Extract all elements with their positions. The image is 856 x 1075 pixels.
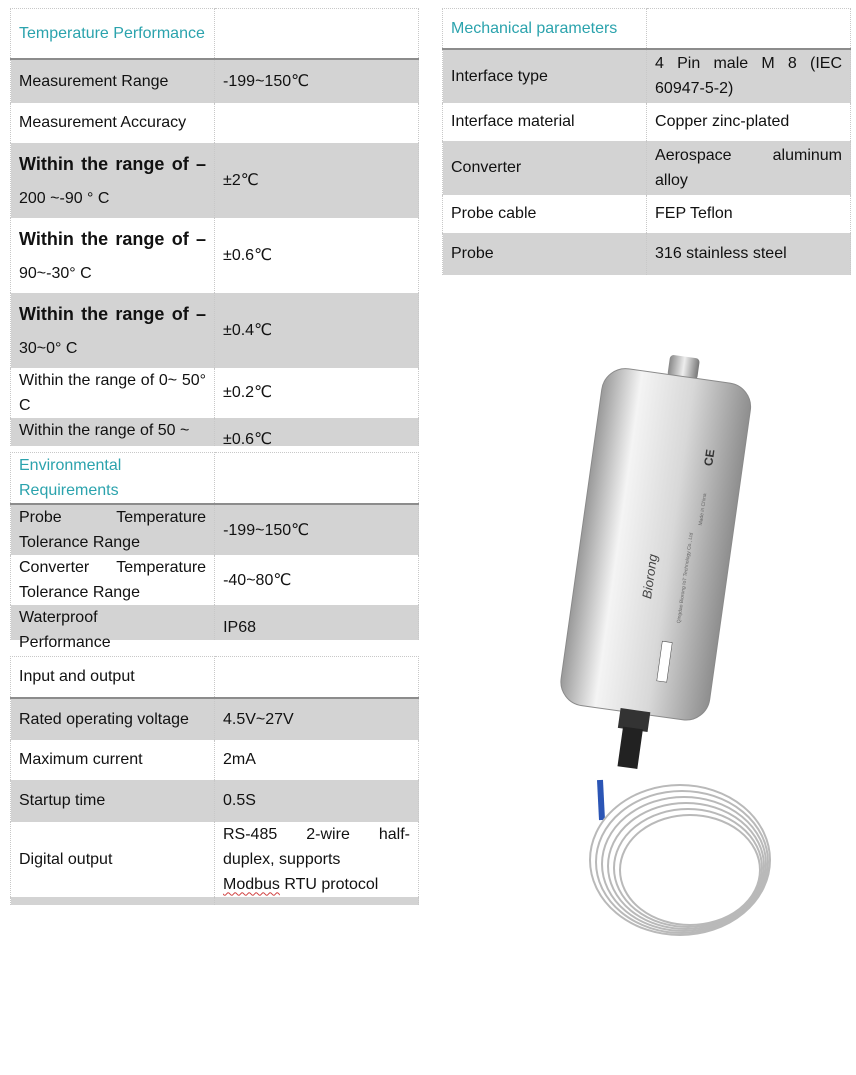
section-header: Temperature Performance (11, 9, 215, 59)
row-value: 4.5V~27V (214, 698, 418, 740)
row-value: Copper zinc-plated (647, 103, 851, 141)
table-row (11, 698, 419, 740)
row-value: -199~150℃ (215, 504, 419, 555)
table-row (11, 143, 419, 218)
table-row (11, 103, 419, 143)
row-label: Maximum current (11, 740, 215, 780)
table-row (11, 293, 419, 368)
table-row (11, 780, 419, 822)
section-header: Mechanical parameters (443, 9, 647, 49)
row-label: Converter (443, 141, 647, 195)
environmental-requirements-table (10, 452, 419, 651)
row-label: Waterproof Performance (11, 605, 215, 640)
row-value: -40~80℃ (215, 555, 419, 605)
row-label: Measurement Range (11, 59, 215, 103)
table-row (11, 605, 419, 640)
row-label: Interface type (443, 49, 647, 103)
row-label: Interface material (443, 103, 647, 141)
row-value: ±2℃ (215, 143, 419, 218)
row-label: Within the range of 0~ 50° C (11, 368, 215, 418)
temperature-performance-table (10, 8, 419, 446)
row-value: ±0.6℃ (215, 218, 419, 293)
row-value: RS-485 2-wire half-duplex, supports Modbus RTU protocol (214, 822, 418, 897)
table-row (443, 233, 851, 275)
table-row (443, 195, 851, 233)
section-header: Environmental Requirements (11, 453, 215, 505)
row-label: Within the range of 50 ~ (11, 418, 215, 446)
section-header: Input and output (11, 657, 215, 698)
row-label: Digital output (11, 822, 215, 897)
probe-cable-coil (590, 785, 770, 935)
svg-text:Made in China: Made in China (697, 493, 709, 526)
mechanical-parameters-table (442, 8, 851, 275)
row-value: 0.5S (214, 780, 418, 822)
row-label: Within the range of – 200 ~-90 ° C (11, 143, 215, 218)
row-value (215, 103, 419, 143)
table-row (11, 368, 419, 418)
row-value: 4 Pin male M 8 (IEC 60947-5-2) (647, 49, 851, 103)
brand-logo: Biorong (639, 553, 661, 600)
row-label: Measurement Accuracy (11, 103, 215, 143)
row-value: -199~150℃ (215, 59, 419, 103)
input-output-table (10, 656, 419, 905)
row-label: Converter Temperature Tolerance Range (11, 555, 215, 605)
table-row (11, 59, 419, 103)
table-row (11, 740, 419, 780)
ce-mark: CE (701, 448, 718, 467)
row-label: Probe (443, 233, 647, 275)
table-row (443, 49, 851, 103)
row-value: ±0.2℃ (215, 368, 419, 418)
table-row (443, 141, 851, 195)
table-row (11, 555, 419, 605)
row-value: ±0.6℃ (215, 418, 419, 446)
converter-body (550, 346, 756, 778)
row-value: Aerospace aluminum alloy (647, 141, 851, 195)
table-row (11, 218, 419, 293)
row-label: Probe Temperature Tolerance Range (11, 504, 215, 555)
table-row (11, 504, 419, 555)
row-label: Within the range of – 90~-30° C (11, 218, 215, 293)
svg-text:Qingdao Biorong IoT Technology: Qingdao Biorong IoT Technology Co., Ltd (676, 532, 695, 624)
row-label: Within the range of – 30~0° C (11, 293, 215, 368)
row-label: Probe cable (443, 195, 647, 233)
row-value: 2mA (214, 740, 418, 780)
row-label: Startup time (11, 780, 215, 822)
row-label: Rated operating voltage (11, 698, 215, 740)
row-value: ±0.4℃ (215, 293, 419, 368)
sensor-product-image (540, 350, 780, 950)
row-value: IP68 (215, 605, 419, 640)
row-value: 316 stainless steel (647, 233, 851, 275)
row-value: FEP Teflon (647, 195, 851, 233)
table-row (11, 418, 419, 446)
table-row (443, 103, 851, 141)
table-row (11, 822, 419, 897)
